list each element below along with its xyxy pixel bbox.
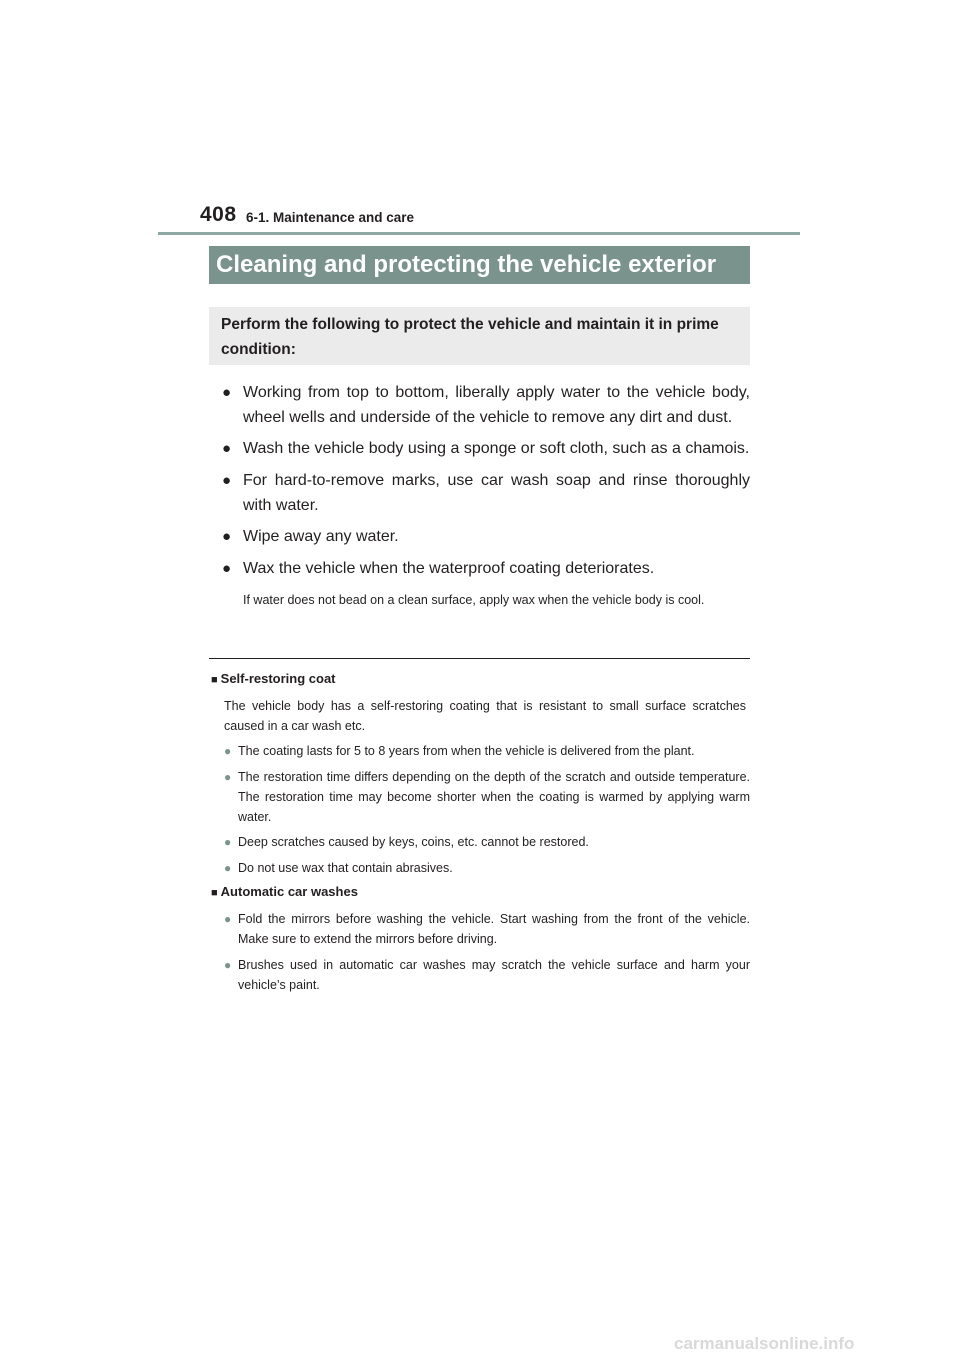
note-item bbox=[224, 741, 750, 761]
step-text: Wipe away any water. bbox=[243, 528, 399, 545]
step-text: Wash the vehicle body using a sponge or soft cloth, such as a chamois. bbox=[243, 440, 750, 457]
heading-text: Self-restoring coat bbox=[220, 671, 336, 686]
heading-text: Automatic car washes bbox=[220, 884, 358, 899]
page-header bbox=[158, 203, 800, 235]
step-item bbox=[222, 380, 750, 430]
square-bullet-icon: ■ bbox=[211, 887, 218, 899]
bullet-icon: ● bbox=[222, 528, 232, 545]
bullet-icon: ● bbox=[224, 861, 232, 875]
bullet-icon: ● bbox=[224, 958, 232, 972]
section-label: 6-1. Maintenance and care bbox=[246, 210, 415, 225]
note-text: Deep scratches caused by keys, coins, etc. cannot be restored. bbox=[238, 835, 589, 849]
bullet-icon: ● bbox=[222, 472, 232, 489]
note-item bbox=[224, 767, 750, 827]
page-number: 408 bbox=[200, 203, 237, 226]
note-item bbox=[224, 832, 750, 852]
watermark: carmanualsonline.info bbox=[674, 1334, 855, 1353]
self-restoring-heading bbox=[211, 671, 336, 686]
intro-text: Perform the following to protect the vehicle and maintain it in prime condition: bbox=[221, 316, 719, 358]
step-text: For hard-to-remove marks, use car wash soap and rinse thoroughly with water. bbox=[243, 472, 750, 514]
note-text: The restoration time differs depending on the depth of the scratch and outside temperature. The restoration time may become shorter when the coating is warmed by applying warm water. bbox=[238, 770, 750, 824]
section-divider bbox=[209, 658, 750, 659]
bullet-icon: ● bbox=[224, 835, 232, 849]
square-bullet-icon: ■ bbox=[211, 674, 218, 686]
note-item bbox=[224, 955, 750, 995]
step-item bbox=[222, 436, 750, 461]
note-item bbox=[224, 909, 750, 949]
step-item bbox=[222, 524, 750, 549]
car-washes-heading bbox=[211, 884, 358, 899]
bullet-icon: ● bbox=[224, 770, 232, 784]
header-divider bbox=[158, 232, 800, 235]
note-text: Do not use wax that contain abrasives. bbox=[238, 861, 453, 875]
self-restoring-text: The vehicle body has a self-restoring coating that is resistant to small surface scratches caused in a car wash etc. bbox=[224, 699, 746, 733]
bullet-icon: ● bbox=[222, 560, 232, 577]
step-item bbox=[222, 556, 750, 581]
intro-box bbox=[209, 307, 750, 365]
note-text: The coating lasts for 5 to 8 years from when the vehicle is delivered from the plant. bbox=[238, 744, 695, 758]
step-item bbox=[222, 468, 750, 518]
wax-note: If water does not bead on a clean surface, apply wax when the vehicle body is cool. bbox=[243, 593, 705, 607]
step-text: Working from top to bottom, liberally apply water to the vehicle body, wheel wells and underside of the vehicle to remove any dirt and dust. bbox=[243, 384, 750, 426]
step-text: Wax the vehicle when the waterproof coating deteriorates. bbox=[243, 560, 655, 577]
note-text: Fold the mirrors before washing the vehicle. Start washing from the front of the vehicle. Make sure to extend the mirrors before driving. bbox=[238, 912, 750, 946]
bullet-icon: ● bbox=[224, 744, 232, 758]
note-item bbox=[224, 858, 750, 878]
bullet-icon: ● bbox=[222, 384, 232, 401]
bullet-icon: ● bbox=[222, 440, 232, 457]
bullet-icon: ● bbox=[224, 912, 232, 926]
note-text: Brushes used in automatic car washes may scratch the vehicle surface and harm your vehicle’s paint. bbox=[238, 958, 750, 992]
page-title: Cleaning and protecting the vehicle exterior bbox=[209, 246, 750, 284]
